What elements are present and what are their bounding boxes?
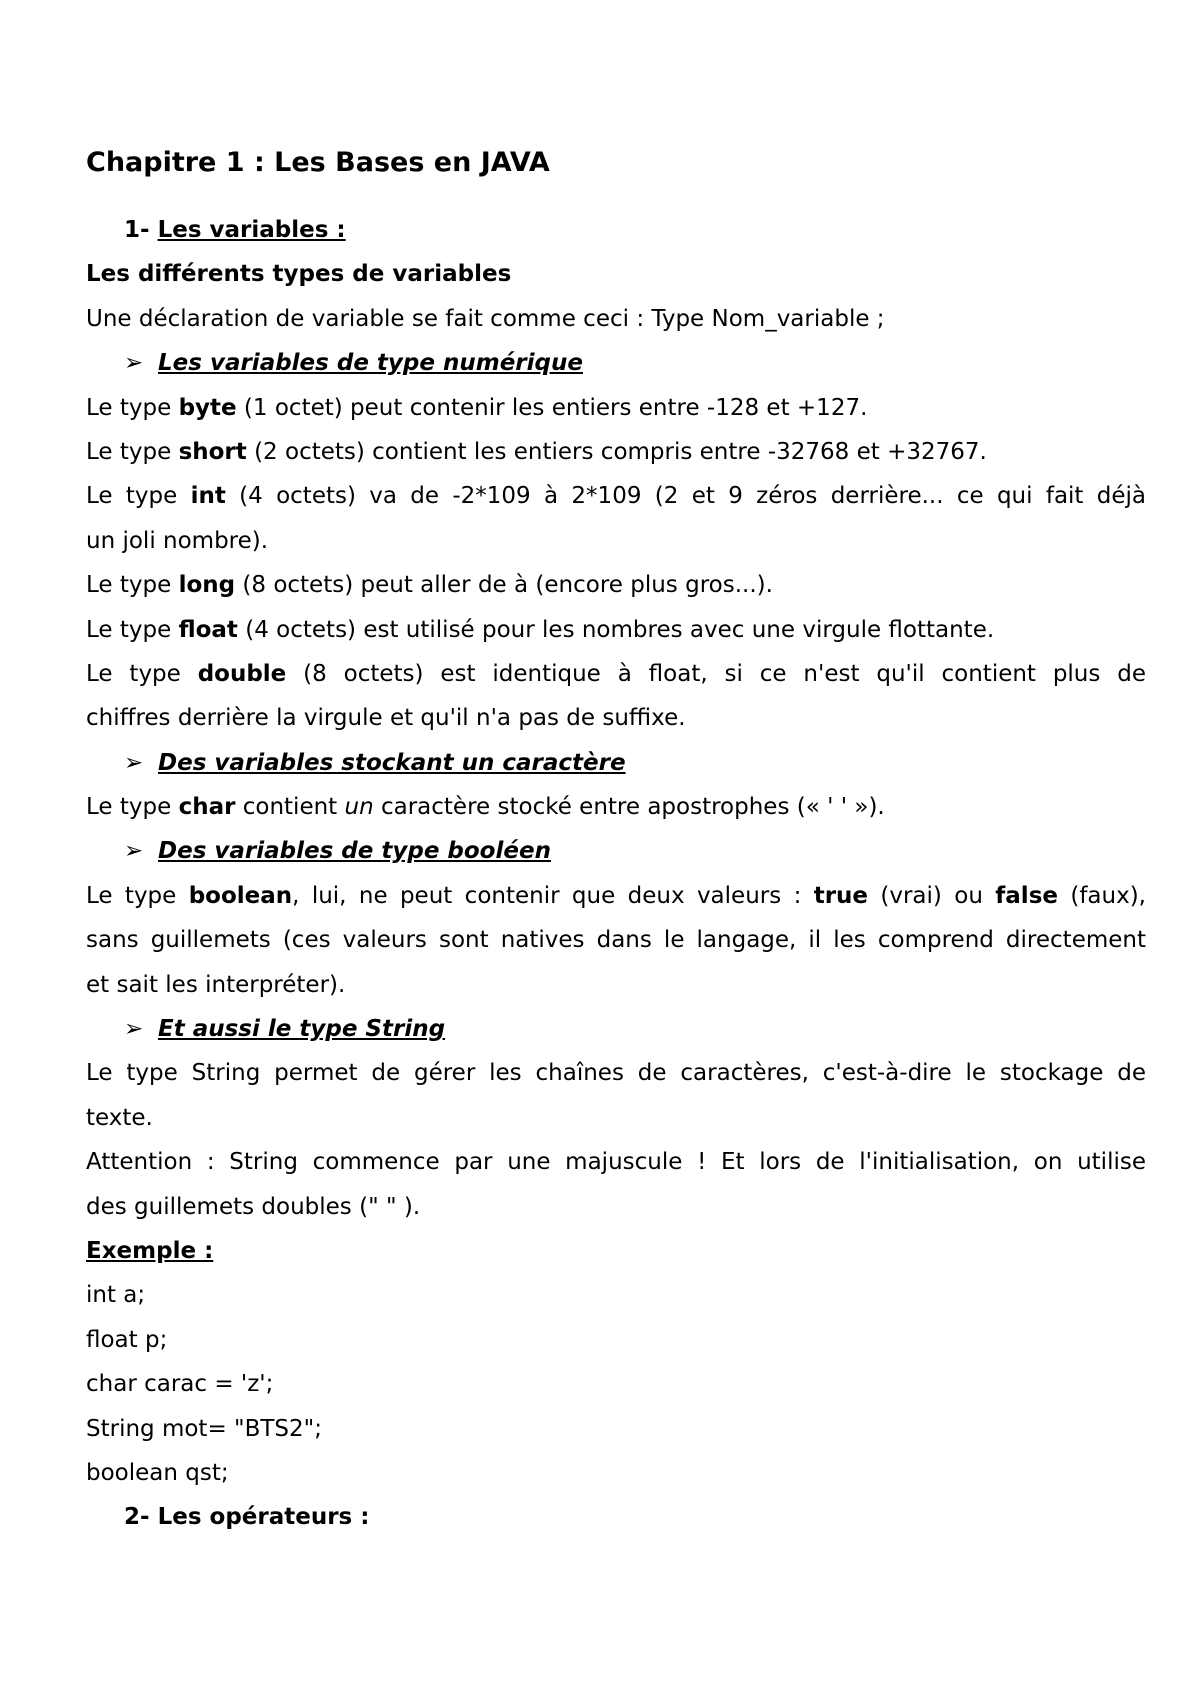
char-line-prefix: Le type (86, 794, 179, 821)
attention-line: Attention : String commence par une majuscule ! Et lors de l'initialisation, on utilise (86, 1149, 1146, 1176)
boolean-line-text: , lui, ne peut contenir que deux valeurs : (292, 882, 814, 909)
types-heading: Les différents types de variables (86, 261, 512, 288)
subheading-boolean-text: Des variables de type booléen (158, 838, 551, 865)
char-line-text: contient (235, 794, 345, 821)
document-page (86, 140, 1146, 1540)
section-2-heading (86, 1495, 1146, 1539)
long-keyword: long (178, 572, 236, 599)
long-line (86, 563, 1146, 607)
section-1-title: Les variables : (157, 217, 346, 243)
subheading-char (86, 741, 1146, 785)
boolean-line-prefix: Le type (86, 882, 189, 909)
subheading-string-text: Et aussi le type String (158, 1016, 446, 1043)
section-2-number: 2- (124, 1504, 158, 1531)
subheading-numeric (86, 341, 1146, 385)
declaration-line: Une déclaration de variable se fait comme ceci : Type Nom_variable ; (86, 305, 885, 332)
chapter-title: Chapitre 1 : Les Bases en JAVA (86, 147, 550, 178)
boolean-line-2: sans guillemets (ces valeurs sont natives dans le langage, il les comprend directement (86, 927, 1146, 954)
char-line (86, 785, 1146, 829)
arrow-bullet-icon: ➢ (124, 838, 144, 865)
char-keyword: char (178, 794, 236, 821)
double-line-text: (8 octets) est identique à float, si ce n'est qu'il contient plus de (286, 660, 1146, 687)
code-line: boolean qst; (86, 1459, 229, 1486)
float-line-prefix: Le type (86, 616, 179, 643)
code-line: int a; (86, 1282, 146, 1309)
subheading-numeric-text: Les variables de type numérique (158, 350, 583, 377)
short-keyword: short (178, 438, 247, 465)
short-line (86, 430, 1146, 474)
short-line-text: (2 octets) contient les entiers compris entre -32768 et +32767. (246, 438, 987, 465)
subheading-boolean (86, 829, 1146, 873)
byte-line (86, 386, 1146, 430)
byte-line-text: (1 octet) peut contenir les entiers entre -128 et +127. (236, 394, 868, 421)
short-line-prefix: Le type (86, 438, 179, 465)
double-line (86, 652, 1146, 696)
boolean-line-3: et sait les interpréter). (86, 971, 346, 998)
string-line: Le type String permet de gérer les chaînes de caractères, c'est-à-dire le stockage de (86, 1060, 1146, 1087)
int-keyword: int (190, 483, 226, 510)
section-1-heading (86, 208, 1146, 252)
attention-line-continuation: des guillemets doubles (" " ). (86, 1193, 421, 1220)
string-line-continuation: texte. (86, 1104, 153, 1131)
char-line-emphasis: un (344, 794, 374, 821)
int-line (86, 474, 1146, 518)
byte-keyword: byte (178, 394, 237, 421)
arrow-bullet-icon: ➢ (124, 749, 144, 776)
false-keyword: false (995, 882, 1058, 909)
boolean-line (86, 874, 1146, 918)
float-line-text: (4 octets) est utilisé pour les nombres avec une virgule flottante. (237, 616, 995, 643)
float-keyword: float (178, 616, 238, 643)
boolean-line-mid: (vrai) ou (868, 882, 996, 909)
double-keyword: double (197, 660, 287, 687)
byte-line-prefix: Le type (86, 394, 179, 421)
subheading-char-text: Des variables stockant un caractère (158, 749, 626, 776)
double-line-continuation: chiffres derrière la virgule et qu'il n'a pas de suffixe. (86, 705, 686, 732)
float-line (86, 608, 1146, 652)
section-2-title: Les opérateurs : (157, 1504, 370, 1531)
long-line-prefix: Le type (86, 572, 179, 599)
int-line-prefix: Le type (86, 483, 191, 510)
code-line: float p; (86, 1326, 168, 1353)
code-line: String mot= "BTS2"; (86, 1415, 322, 1442)
int-line-text: (4 octets) va de -2*109 à 2*109 (2 et 9 zéros derrière... ce qui fait déjà (225, 483, 1146, 510)
double-line-prefix: Le type (86, 660, 198, 687)
section-1-number: 1- (124, 217, 158, 243)
example-label: Exemple : (86, 1237, 214, 1264)
boolean-line-end: (faux), (1057, 882, 1146, 909)
subheading-string (86, 1007, 1146, 1051)
true-keyword: true (813, 882, 869, 909)
int-line-continuation: un joli nombre). (86, 527, 269, 554)
code-line: char carac = 'z'; (86, 1371, 274, 1398)
boolean-keyword: boolean (188, 882, 293, 909)
long-line-text: (8 octets) peut aller de à (encore plus gros...). (235, 572, 773, 599)
arrow-bullet-icon: ➢ (124, 1016, 144, 1043)
arrow-bullet-icon: ➢ (124, 350, 144, 377)
char-line-end: caractère stocké entre apostrophes (« ' ' »). (373, 794, 885, 821)
